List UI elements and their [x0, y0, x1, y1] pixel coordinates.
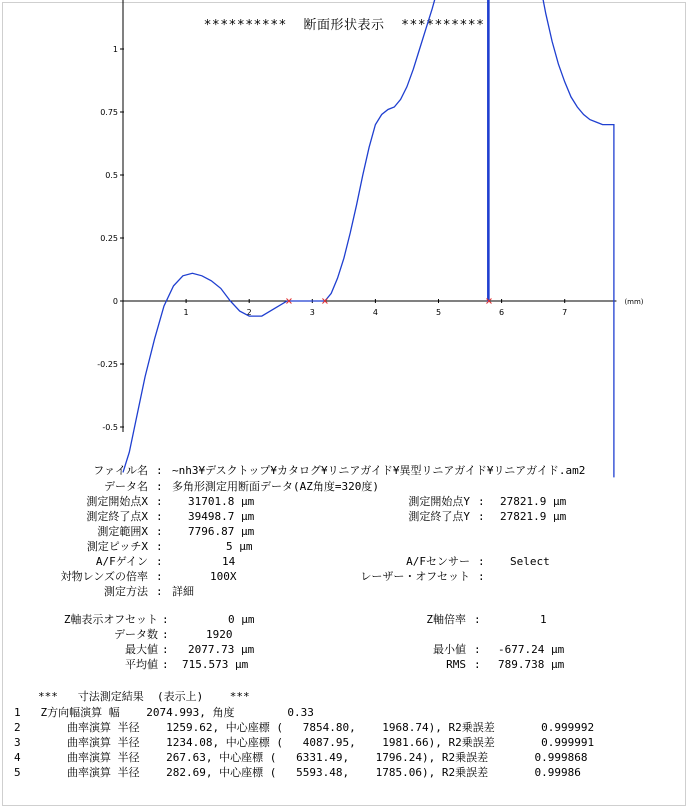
colon: : — [478, 495, 485, 508]
colon: : — [162, 643, 169, 656]
lens-label: 対物レンズの倍率 — [60, 570, 148, 583]
min-label: 最小値 — [433, 643, 466, 656]
rangex-value: 7796.87 μm — [188, 525, 255, 538]
file-label: ファイル名 — [93, 464, 148, 477]
colon: : — [474, 658, 481, 671]
colon: : — [478, 555, 485, 568]
max-label: 最大値 — [125, 643, 158, 656]
starty-value: 27821.9 μm — [500, 495, 567, 508]
x-tick-label: 4 — [372, 308, 378, 317]
laser-label: レーザー・オフセット — [360, 570, 470, 583]
y-tick-label: 0.5 — [105, 171, 118, 180]
startx-label: 測定開始点X — [86, 495, 148, 508]
colon: : — [474, 643, 481, 656]
x-tick-label: 7 — [562, 308, 568, 317]
file-value: ~nh3¥デスクトップ¥カタログ¥リニアガイド¥異型リニアガイド¥リニアガイド.am2 — [172, 464, 586, 477]
rms-value: 789.738 μm — [498, 658, 565, 671]
colon: : — [162, 613, 169, 626]
dataname-label: データ名 — [104, 480, 148, 493]
red-markers — [286, 0, 531, 304]
y-tick-label: -0.5 — [102, 423, 118, 432]
x-axis-label: (mm) — [624, 298, 644, 306]
zoffset-label: Z軸表示オフセット — [63, 613, 158, 626]
colon: : — [156, 570, 163, 583]
rangex-label: 測定範囲X — [97, 525, 148, 538]
zmag-label: Z軸倍率 — [426, 613, 466, 626]
endx-label: 測定終了点X — [86, 510, 148, 523]
colon: : — [162, 628, 169, 641]
afgain-label: A/Fゲイン — [95, 555, 148, 568]
page-title: ********** 断面形状表示 ********** — [203, 18, 485, 33]
colon: : — [162, 658, 169, 671]
endx-value: 39498.7 μm — [188, 510, 255, 523]
result-row: 5 曲率演算 半径 282.69, 中心座標 ( 5593.48, 1785.06), R2乗誤差 0.99986 — [14, 766, 581, 779]
rms-label: RMS — [446, 658, 466, 671]
zmag-value: 1 — [540, 613, 547, 626]
colon: : — [478, 570, 485, 583]
result-row: 1 Z方向幅演算 幅 2074.993, 角度 0.33 — [14, 706, 314, 719]
startx-value: 31701.8 μm — [188, 495, 255, 508]
colon: : — [156, 540, 163, 553]
y-tick-label: 0 — [112, 297, 118, 306]
chart-axes — [97, 0, 644, 432]
afgain-value: 14 — [222, 555, 236, 568]
colon: : — [156, 495, 163, 508]
colon: : — [156, 510, 163, 523]
x-tick-label: 1 — [183, 308, 189, 317]
max-value: 2077.73 μm — [188, 643, 255, 656]
afsensor-value: Select — [510, 555, 550, 568]
x-tick-label: 2 — [246, 308, 252, 317]
count-label: データ数 — [114, 628, 158, 641]
x-tick-label: 3 — [309, 308, 315, 317]
pitchx-label: 測定ピッチX — [86, 540, 148, 553]
y-tick-label: 1 — [112, 45, 118, 54]
colon: : — [156, 464, 163, 477]
colon: : — [156, 525, 163, 538]
result-row: 4 曲率演算 半径 267.63, 中心座標 ( 6331.49, 1796.24), R2乗誤差 0.999868 — [14, 751, 588, 764]
colon: : — [156, 555, 163, 568]
endy-value: 27821.9 μm — [500, 510, 567, 523]
afsensor-label: A/Fセンサー — [406, 555, 470, 568]
colon: : — [478, 510, 485, 523]
result-row: 2 曲率演算 半径 1259.62, 中心座標 ( 7854.80, 1968.74), R2乗誤差 0.999992 — [14, 721, 595, 734]
starty-label: 測定開始点Y — [408, 495, 470, 508]
lens-value: 100X — [210, 570, 237, 583]
pitchx-value: 5 μm — [226, 540, 253, 553]
avg-value: 715.573 μm — [182, 658, 249, 671]
count-value: 1920 — [206, 628, 233, 641]
x-tick-label: 5 — [435, 308, 442, 317]
y-tick-label: -0.25 — [97, 360, 118, 369]
dataname-value: 多角形測定用断面データ(AZ角度=320度) — [172, 480, 379, 493]
method-label: 測定方法 — [104, 585, 148, 598]
colon: : — [156, 480, 163, 493]
method-value: 詳細 — [172, 585, 194, 598]
result-row: 3 曲率演算 半径 1234.08, 中心座標 ( 4087.95, 1981.66), R2乗誤差 0.999991 — [14, 736, 595, 749]
x-tick-label: 6 — [499, 308, 505, 317]
y-tick-label: 0.75 — [100, 108, 118, 117]
colon: : — [474, 613, 481, 626]
y-tick-label: 0.25 — [100, 234, 118, 243]
avg-label: 平均値 — [125, 658, 158, 671]
endy-label: 測定終了点Y — [408, 510, 470, 523]
results-header: *** 寸法測定結果 (表示上) *** — [38, 690, 250, 703]
colon: : — [156, 585, 163, 598]
zoffset-value: 0 μm — [228, 613, 255, 626]
min-value: -677.24 μm — [498, 643, 565, 656]
